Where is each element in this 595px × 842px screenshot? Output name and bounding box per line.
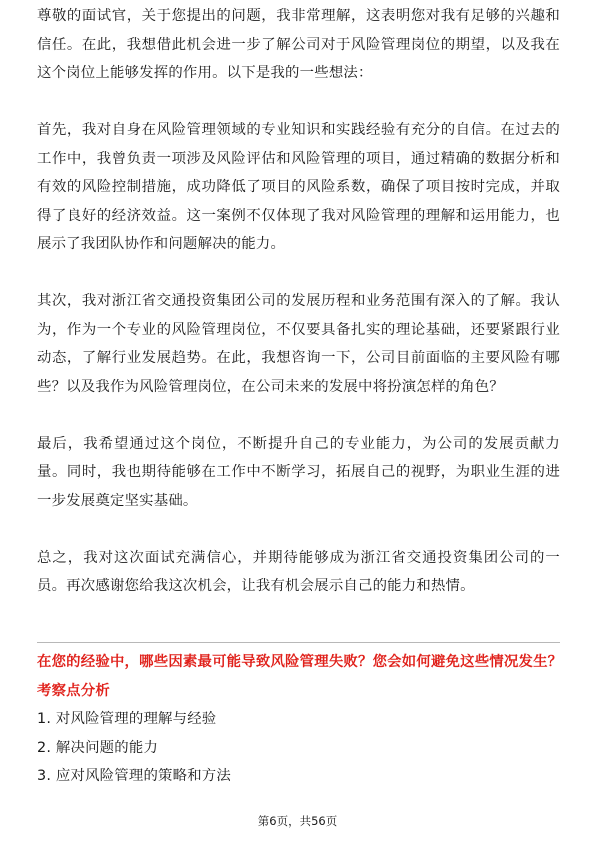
paragraph-second: 其次，我对浙江省交通投资集团公司的发展历程和业务范围有深入的了解。我认为，作为一个专业的风险管理岗位，不仅要具备扎实的理论基础，还要紧跟行业动态，了解行业发展趋势。在此，我想咨询一下，公司目前面临的主要风险有哪些？以及我作为风险管理岗位，在公司未来的发展中将扮演怎样的角色？	[37, 293, 560, 395]
paragraph-gap	[37, 88, 560, 117]
paragraph-gap	[37, 515, 560, 544]
answer-body	[37, 2, 560, 601]
page-number: 第6页，共56页	[257, 814, 338, 828]
paragraph-gap	[37, 401, 560, 430]
paragraph-intro: 尊敬的面试官，关于您提出的问题，我非常理解，这表明您对我有足够的兴趣和信任。在此，我想借此机会进一步了解公司对于风险管理岗位的期望，以及我在这个岗位上能够发挥的作用。以下是我的一些想法：	[37, 8, 560, 81]
analysis-point: 3. 应对风险管理的策略和方法	[37, 768, 231, 784]
interview-question: 在您的经验中，哪些因素最可能导致风险管理失败？您会如何避免这些情况发生？	[37, 654, 563, 670]
analysis-point: 1. 对风险管理的理解与经验	[37, 711, 217, 727]
analysis-list	[37, 705, 231, 791]
section-divider	[37, 642, 560, 643]
paragraph-conclusion: 总之，我对这次面试充满信心，并期待能够成为浙江省交通投资集团公司的一员。再次感谢您给我这次机会，让我有机会展示自己的能力和热情。	[37, 549, 560, 594]
analysis-point: 2. 解决问题的能力	[37, 739, 159, 756]
paragraph-gap	[37, 259, 560, 288]
paragraph-last: 最后，我希望通过这个岗位，不断提升自己的专业能力，为公司的发展贡献力量。同时，我也期待能够在工作中不断学习，拓展自己的视野，为职业生涯的进一步发展奠定坚实基础。	[37, 435, 560, 509]
paragraph-first: 首先，我对自身在风险管理领域的专业知识和实践经验有充分的自信。在过去的工作中，我曾负责一项涉及风险评估和风险管理的项目，通过精确的数据分析和有效的风险控制措施，成功降低了项目的风险系数，确保了项目按时完成，并取得了良好的经济效益。这一案例不仅体现了我对风险管理的理解和运用能力，也展示了我团队协作和问题解决的能力。	[37, 122, 560, 252]
analysis-heading: 考察点分析	[37, 683, 110, 699]
